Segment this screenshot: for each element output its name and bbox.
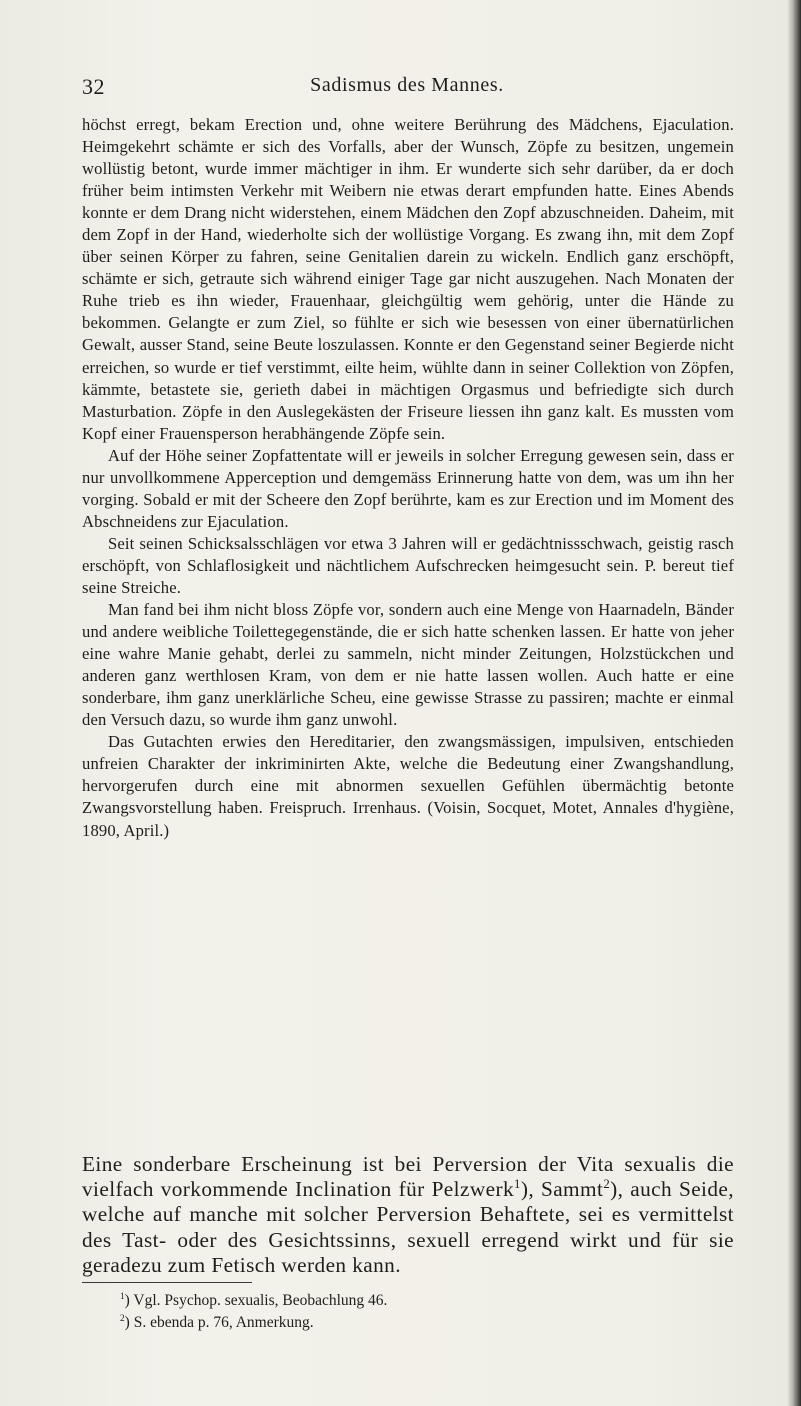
footnote-1	[120, 1290, 720, 1312]
page-number: 32	[82, 74, 105, 99]
page-edge-shadow	[787, 0, 801, 1406]
paragraph-4: Man fand bei ihm nicht bloss Zöpfe vor, sondern auch eine Menge von Haarnadeln, Bänder und andere weibliche Toilettegegenstände, die er sich hatte schenken lassen. Er hatte von jeher eine wahre Manie gehabt, derlei zu sammeln, nicht minder Zeitungen, Holzstückchen und anderen ganz werthlosen Kram, von dem er nie hatte lassen wollen. Auch hatte er eine sonderbare, ihm ganz unerklärliche Scheu, eine gewisse Strasse zu passiren; machte er einmal den Versuch dazu, so wurde ihm ganz unwohl.	[82, 600, 734, 730]
footnote-2-text: ) S. ebenda p. 76, Anmerkung.	[124, 1314, 314, 1331]
paragraph-1: höchst erregt, bekam Erection und, ohne weitere Berührung des Mädchens, Ejaculation. Heimgekehrt schämte er sich des Vorfalls, aber der Wunsch, Zöpfe zu besitzen, ungemein wollüstig betont, wurde immer mächtiger in ihm. Er wunderte sich sehr darüber, da er doch früher beim intimsten Verkehr mit Weibern nie etwas derart empfunden hatte. Eines Abends konnte er dem Drang nicht widerstehen, einem Mädchen den Zopf abzuschneiden. Daheim, mit dem Zopf in der Hand, wiederholte sich der wollüstige Vorgang. Es zwang ihn, mit dem Zopf über seinen Körper zu fahren, seine Genitalien darein zu wickeln. Endlich ganz erschöpft, schämte er sich, getraute sich während einiger Tage gar nicht auszugehen. Nach Monaten der Ruhe trieb es ihn wieder, Frauenhaar, gleichgültig wem gehörig, unter die Hände zu bekommen. Gelangte er zum Ziel, so fühlte er sich wie besessen von einer übernatürlichen Gewalt, ausser Stand, seine Beute loszulassen. Konnte er den Gegenstand seiner Begierde nicht erreichen, so wurde er tief verstimmt, eilte heim, wühlte dann in seiner Collektion von Zöpfen, kämmte, betastete sie, gerieth dabei in mächtigen Orgasmus und befriedigte sich durch Masturbation. Zöpfe in den Auslegekästen der Friseure liessen ihn ganz kalt. Es mussten vom Kopf einer Frauensperson herabhängende Zöpfe sein.	[82, 115, 734, 443]
footnotes	[120, 1290, 720, 1334]
footnote-1-text: ) Vgl. Psychop. sexualis, Beobachlung 46.	[124, 1292, 388, 1309]
paragraph-3: Seit seinen Schicksalsschlägen vor etwa 3 Jahren will er gedächtnissschwach, geistig rasch erschöpft, von Schlaflosigkeit und nächtlichem Aufschrecken heimgesucht sein. P. bereut tief seine Streiche.	[82, 533, 734, 597]
footnote-1-mark: 1	[120, 1291, 125, 1302]
running-head: Sadismus des Mannes.	[310, 74, 504, 96]
footnote-marker-1: 1	[514, 1177, 521, 1192]
large-paragraph-text-2: , Sammt	[528, 1177, 604, 1202]
large-type-paragraph: Eine sonderbare Erscheinung ist bei Perversion der Vita sexualis die vielfach vorkommende Inclination für Pelzwerk$^1$), Sammt$^2$), auch Seide, welche auf manche mit solcher Perversion Behaftete, sei es vermittelst des Tast- oder des Gesichtssinns, sexuell erregend wirkt und für sie geradezu zum Fetisch werden kann.	[82, 1152, 735, 1277]
body-text	[82, 114, 734, 842]
large-paragraph-text-1: Eine sonderbare Erscheinung ist bei Perversion der Vita sexualis die vielfach vorkommende Inclination für Pelzwerk	[82, 1152, 734, 1202]
footnote-divider	[82, 1282, 252, 1283]
page-header	[82, 74, 732, 108]
footnote-2	[120, 1312, 720, 1334]
paragraph-5: Das Gutachten erwies den Hereditarier, den zwangsmässigen, impulsiven, entschieden unfreien Charakter der inkriminirten Akte, welche die Bedeutung einer Zwangshandlung, hervorgerufen durch eine mit abnormen sexuellen Gefühlen übermächtig betonte Zwangsvorstellung haben. Freispruch. Irrenhaus. (Voisin, Socquet, Motet, Annales d'hygiène, 1890, April.)	[82, 732, 734, 840]
large-paragraph-text-3: ), auch Seide, welche auf manche mit solcher Perversion Behaftete, sei es vermittelst des Tast- oder des Gesichtssinns, sexuell erregend wirkt und für sie geradezu zum Fetisch werden kann.	[82, 1177, 735, 1277]
paragraph-2: Auf der Höhe seiner Zopfattentate will er jeweils in solcher Erregung gewesen sein, dass er nur unvollkommene Apperception und demgemäss Erinnerung hatte von dem, was um ihn her vorging. Sobald er mit der Scheere den Zopf berührte, kam es zur Erection und im Moment des Abschneidens zur Ejaculation.	[82, 445, 734, 531]
footnote-marker-2: 2	[603, 1177, 611, 1192]
footnote-2-mark: 2	[120, 1313, 125, 1324]
